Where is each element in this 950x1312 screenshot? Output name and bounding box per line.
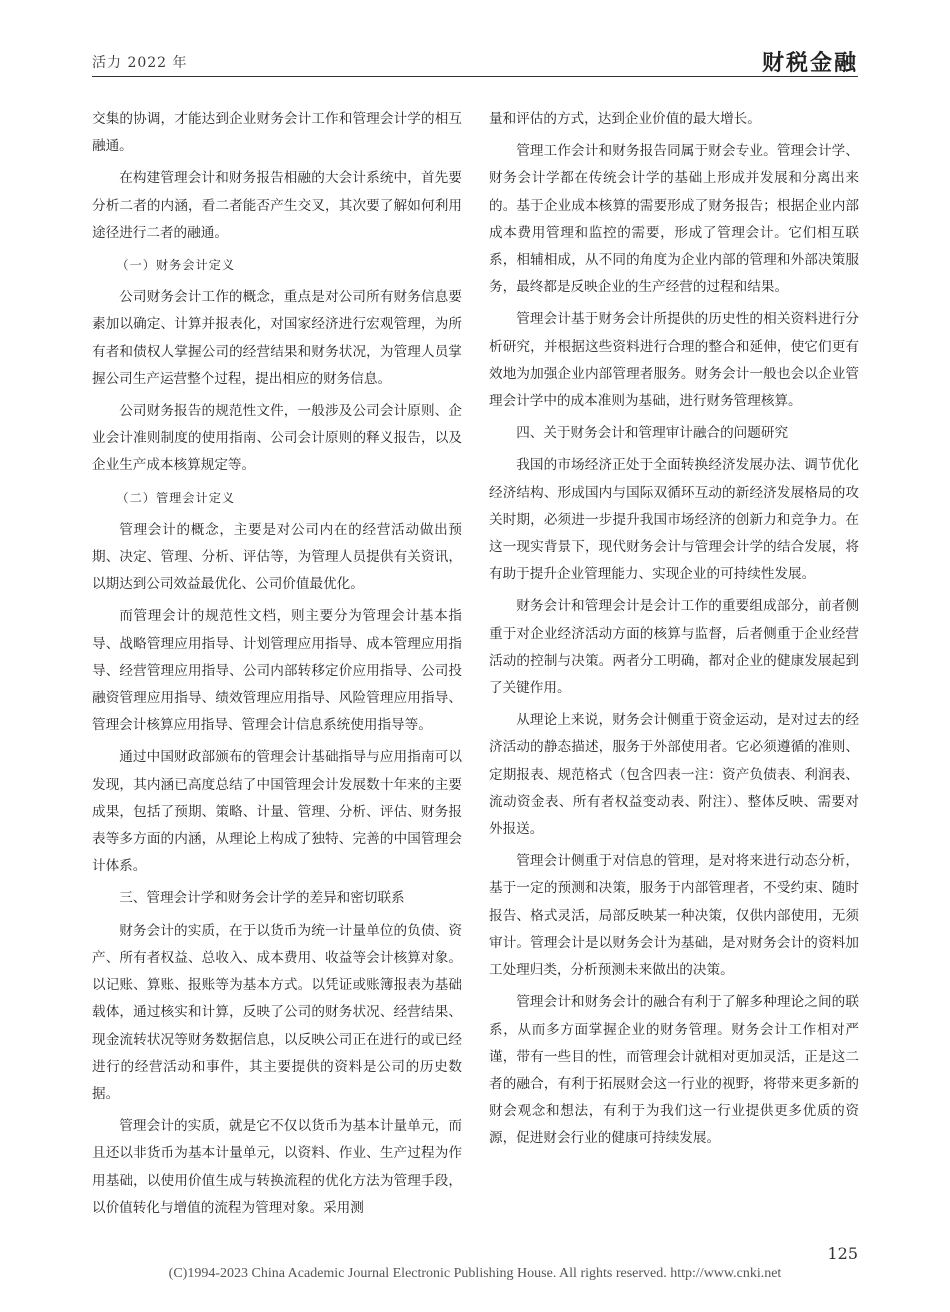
- paragraph: 财务会计的实质，在于以货币为统一计量单位的负债、资产、所有者权益、总收入、成本费用、收益等会计核算对象。以记账、算账、报账等为基本方式。以凭证或账簿报表为基础载体，通过核实和计算，反映了公司的财务状况、经营结果、现金流转状况等财务数据信息，以反映公司正在进行的或已经进行的经营活动和事件，其主要提供的资料是公司的历史数据。: [92, 922, 462, 1102]
- page-number: 125: [827, 1244, 858, 1263]
- paragraph: 管理工作会计和财务报告同属于财会专业。管理会计学、财务会计学都在传统会计学的基础上形成并发展和分离出来的。基于企业成本核算的需要形成了财务报告；根据企业内部成本费用管理和监控的需要，形成了管理会计。它们相互联系，相辅相成，从不同的角度为企业内部的管理和外部决策服务，最终都是反映企业的生产经营的过程和结果。: [489, 143, 859, 296]
- paragraph: 公司财务会计工作的概念，重点是对公司所有财务信息要素加以确定、计算并报表化，对国家经济进行宏观管理，为所有者和债权人掌握公司的经营结果和财务状况，为管理人员掌握公司生产运营整个过程，提出相应的财务信息。: [92, 289, 462, 387]
- paragraph: 管理会计的概念，主要是对公司内在的经营活动做出预期、决定、管理、分析、评估等，为管理人员提供有关资讯，以期达到公司效益最优化、公司价值最优化。: [92, 521, 462, 593]
- section-title: 财税金融: [761, 51, 858, 76]
- paragraph: 我国的市场经济正处于全面转换经济发展办法、调节优化经济结构、形成国内与国际双循环互动的新经济发展格局的攻关时期，必须进一步提升我国市场经济的创新力和竞争力。在这一现实背景下，现代财务会计与管理会计学的结合发展，将有助于提升企业管理能力、实现企业的可持续性发展。: [489, 457, 859, 583]
- right-column: [489, 106, 859, 1158]
- paragraph: 量和评估的方式，达到企业价值的最大增长。: [489, 111, 761, 127]
- paragraph: 财务会计和管理会计是会计工作的重要组成部分，前者侧重于对企业经济活动方面的核算与监督，后者侧重于企业经营活动的控制与决策。两者分工明确，都对企业的健康发展起到了关键作用。: [489, 598, 859, 697]
- copyright-notice: (C)1994-2023 China Academic Journal Electronic Publishing House. All rights reserved. http://www.cnki.net: [168, 1266, 782, 1281]
- paragraph: 从理论上来说，财务会计侧重于资金运动，是对过去的经济活动的静态描述，服务于外部使用者。它必须遵循的准则、定期报表、规范格式（包含四表一注：资产负债表、利润表、流动资金表、所有者权益变动表、附注）、整体反映、需要对外报送。: [489, 712, 859, 838]
- paragraph: 管理会计和财务会计的融合有利于了解多种理论之间的联系，从而多方面掌握企业的财务管理。财务会计工作相对严谨，带有一些目的性，而管理会计就相对更加灵活，正是这二者的融合，有利于拓展财会这一行业的视野，将带来更多新的财会观念和想法，有利于为我们这一行业提供更多优质的资源，促进财会行业的健康可持续发展。: [489, 994, 859, 1147]
- paragraph: 管理会计的实质，就是它不仅以货币为基本计量单元，而且还以非货币为基本计量单元，以资料、作业、生产过程为作用基础，以使用价值生成与转换流程的优化方法为管理手段，以价值转化与增值的流程为管理对象。采用测: [92, 1118, 462, 1216]
- paragraph: 通过中国财政部颁布的管理会计基础指导与应用指南可以发现，其内涵已高度总结了中国管理会计发展数十年来的主要成果，包括了预期、策略、计量、管理、分析、评估、财务报表等多方面的内涵，从理论上构成了独特、完善的中国管理会计体系。: [92, 749, 462, 875]
- section-heading: 三、管理会计学和财务会计学的差异和密切联系: [119, 890, 405, 907]
- paragraph: 在构建管理会计和财务报告相融的大会计系统中，首先要分析二者的内涵，看二者能否产生交叉，其次要了解如何利用途径进行二者的融通。: [92, 170, 462, 241]
- paragraph: 管理会计基于财务会计所提供的历史性的相关资料进行分析研究，并根据这些资料进行合理的整合和延伸，使它们更有效地为加强企业内部管理者服务。财务会计一般也会以企业管理会计学中的成本准则为基础，进行财务管理核算。: [489, 311, 859, 410]
- paragraph: 管理会计侧重于对信息的管理，是对将来进行动态分析，基于一定的预测和决策，服务于内部管理者，不受约束、随时报告、格式灵活，局部反映某一种决策，仅供内部使用，无须审计。管理会计是以财务会计为基础，是对财务会计的资料加工处理归类，分析预测未来做出的决策。: [489, 853, 859, 979]
- paragraph: 交集的协调，才能达到企业财务会计工作和管理会计学的相互融通。: [92, 111, 462, 155]
- journal-issue: 活力 2022 年: [92, 55, 188, 71]
- subheading: （二）管理会计定义: [116, 490, 236, 505]
- paragraph: 公司财务报告的规范性文件，一般涉及公司会计原则、企业会计准则制度的使用指南、公司会计原则的释义报告，以及企业生产成本核算规定等。: [92, 403, 462, 474]
- paragraph: 而管理会计的规范性文档，则主要分为管理会计基本指导、战略管理应用指导、计划管理应用指导、成本管理应用指导、经营管理应用指导、公司内部转移定价应用指导、公司投融资管理应用指导、绩效管理应用指导、风险管理应用指导、管理会计核算应用指导、管理会计信息系统使用指导等。: [92, 608, 462, 734]
- left-column: [92, 106, 462, 1227]
- header-divider: [92, 76, 858, 77]
- section-heading: 四、关于财务会计和管理审计融合的问题研究: [516, 425, 789, 442]
- subheading: （一）财务会计定义: [116, 258, 236, 273]
